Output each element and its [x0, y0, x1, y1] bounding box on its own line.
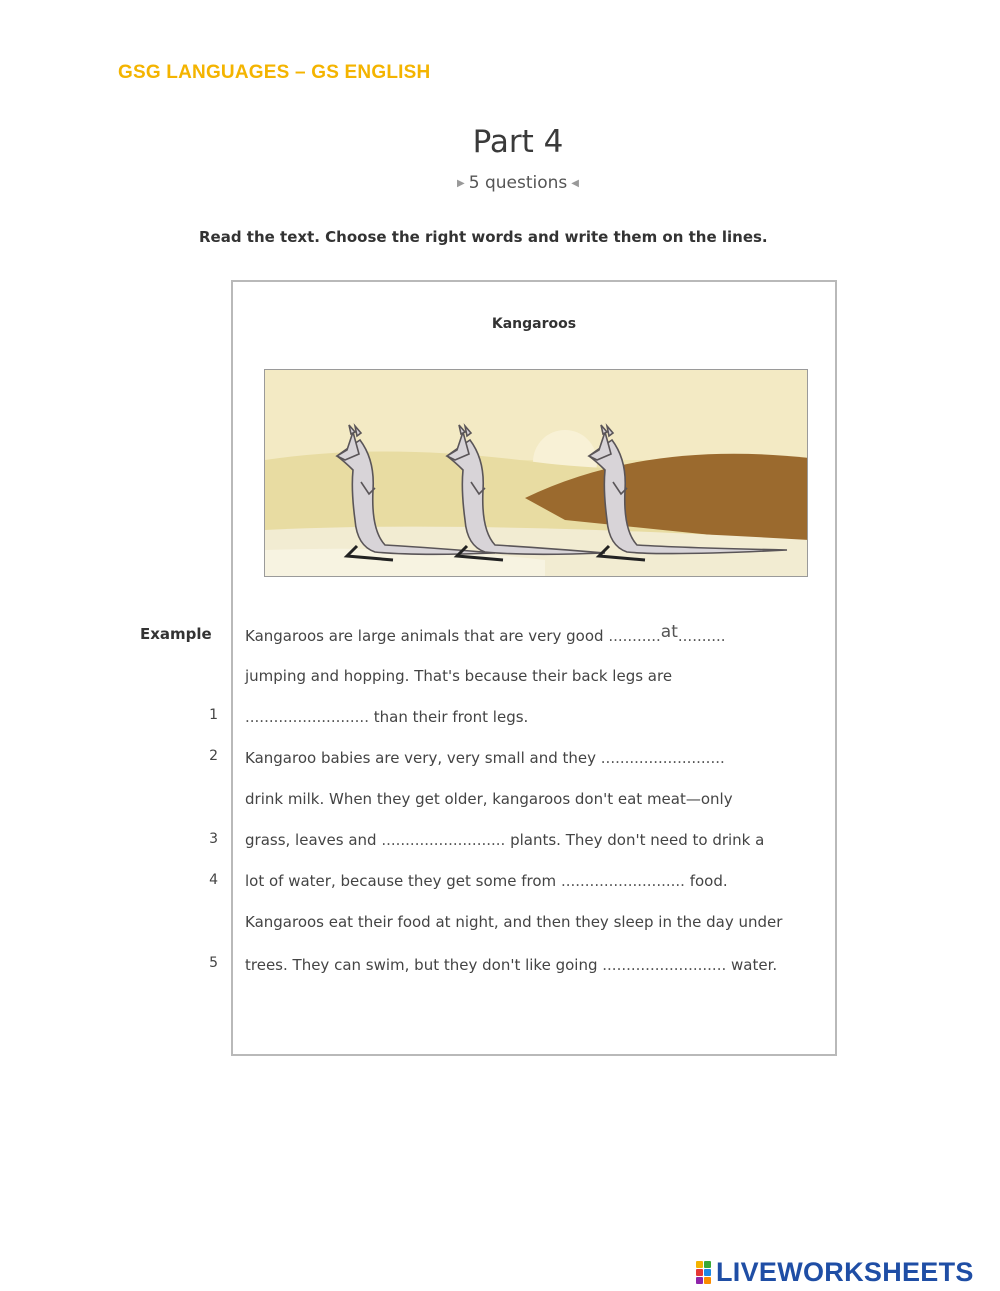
text-line-3	[245, 708, 528, 726]
line-6-text-a: grass, leaves and	[245, 831, 377, 849]
line-7-text-b: food.	[689, 872, 728, 890]
question-number-4: 4	[209, 872, 218, 888]
text-line-8: Kangaroos eat their food at night, and then they sleep in the day under	[245, 913, 783, 931]
line-7-text-a: lot of water, because they get some from	[245, 872, 557, 890]
example-label: Example	[140, 625, 212, 643]
part-subtitle	[0, 173, 1000, 193]
line-6-text-b: plants. They don't need to drink a	[510, 831, 765, 849]
text-line-9	[245, 956, 777, 974]
part-subtitle-text: 5 questions	[468, 173, 568, 193]
text-line-1	[245, 622, 726, 646]
text-line-6	[245, 831, 764, 849]
answer-blank-4[interactable]: ..........................	[560, 872, 685, 890]
text-line-7	[245, 872, 728, 890]
answer-blank-3[interactable]: ..........................	[381, 831, 506, 849]
triangle-left-icon: ◀	[571, 177, 579, 189]
line-4-text: Kangaroo babies are very, very small and they	[245, 749, 596, 767]
liveworksheets-logo-icon	[696, 1261, 711, 1284]
kangaroos-illustration	[264, 369, 808, 577]
question-number-1: 1	[209, 707, 218, 723]
text-line-4	[245, 749, 725, 767]
triangle-right-icon: ▶	[457, 177, 465, 189]
text-line-5: drink milk. When they get older, kangaroos don't eat meat—only	[245, 790, 733, 808]
brand-text: LIVEWORKSHEETS	[716, 1256, 974, 1287]
instruction-text: Read the text. Choose the right words and write them on the lines.	[199, 228, 768, 246]
question-number-5: 5	[209, 955, 218, 971]
example-answer-blank: ...........at..........	[608, 622, 726, 645]
kangaroos-scene	[265, 370, 808, 577]
part-title: Part 4	[472, 124, 564, 160]
question-number-3: 3	[209, 831, 218, 847]
story-title: Kangaroos	[491, 316, 577, 332]
text-line-2: jumping and hopping. That's because their back legs are	[245, 667, 673, 685]
answer-blank-2[interactable]: ..........................	[600, 749, 725, 767]
line-9-text-b: water.	[731, 956, 778, 974]
example-answer: at	[660, 622, 678, 642]
liveworksheets-brand[interactable]	[696, 1257, 974, 1287]
line-9-text-a: trees. They can swim, but they don't like going	[245, 956, 598, 974]
worksheet-header: GSG LANGUAGES – GS ENGLISH	[118, 62, 431, 83]
question-number-2: 2	[209, 748, 218, 764]
line-3-text: than their front legs.	[373, 708, 529, 726]
answer-blank-5[interactable]: ..........................	[602, 956, 727, 974]
line-1-text: Kangaroos are large animals that are very good	[245, 627, 604, 645]
answer-blank-1[interactable]: ..........................	[245, 708, 369, 726]
